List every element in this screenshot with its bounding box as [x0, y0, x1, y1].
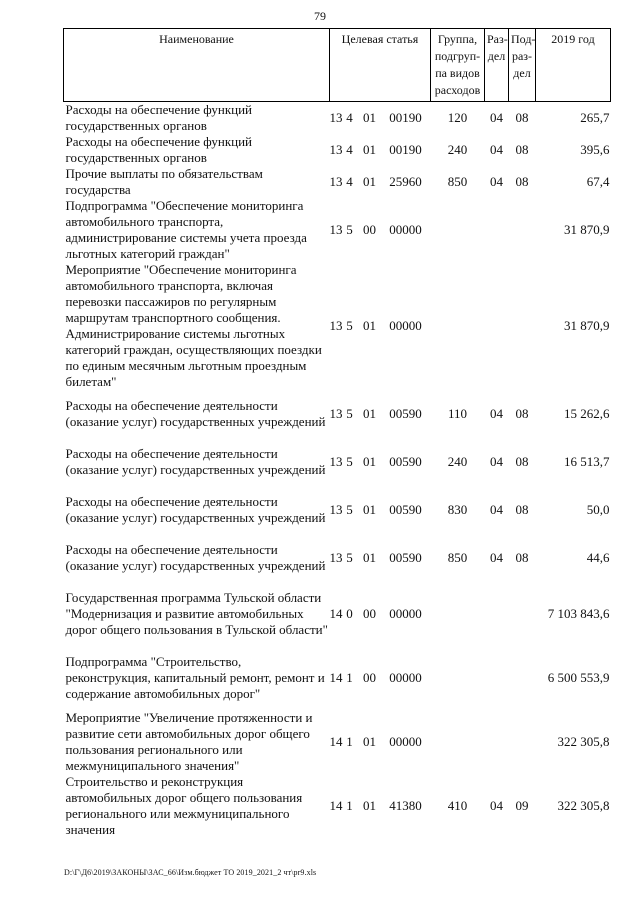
- code-activity: 00: [363, 222, 376, 237]
- row-target-article: [330, 646, 431, 710]
- row-amount: 322 305,8: [557, 734, 610, 749]
- row-target-article: [330, 262, 431, 390]
- code-subprogram: 5: [346, 502, 353, 517]
- code-program: 13: [329, 110, 343, 125]
- row-target-article: [330, 438, 431, 486]
- row-name: Государственная программа Тульской области "Модернизация и развитие автомобильных дорог общего пользования в Тульской области": [65, 590, 328, 637]
- row-amount: 31 870,9: [564, 318, 610, 333]
- code-program: 13: [329, 142, 343, 157]
- row-name: Расходы на обеспечение деятельности (оказание услуг) государственных учреждений: [65, 446, 326, 477]
- row-expense-group: 120: [447, 110, 468, 125]
- row-amount: 6 500 553,9: [547, 670, 610, 685]
- code-program: 14: [329, 606, 343, 621]
- row-name: Мероприятие "Обеспечение мониторинга автомобильного транспорта, включая перевозки пассажиров по регулярным маршрутам транспортного сообщения. Администрирование системы льготных категорий граждан, осуществляющих поездки по единым месячным льготным проездным билетам": [65, 262, 322, 389]
- row-name: Прочие выплаты по обязательствам государства: [65, 166, 263, 197]
- code-subprogram: 5: [346, 406, 353, 421]
- code-subprogram: 5: [346, 222, 353, 237]
- code-direction: 00000: [389, 670, 422, 685]
- row-subsection: [509, 710, 536, 774]
- code-activity: 01: [363, 318, 376, 333]
- row-amount: 16 513,7: [564, 454, 610, 469]
- row-subsection: 09: [515, 798, 529, 813]
- code-activity: 01: [363, 550, 376, 565]
- row-amount: 395,6: [580, 142, 610, 157]
- code-program: 14: [329, 734, 343, 749]
- row-target-article: [330, 534, 431, 582]
- row-target-article: [330, 710, 431, 774]
- row-name: Расходы на обеспечение деятельности (оказание услуг) государственных учреждений: [65, 542, 326, 573]
- header-group: Группа, подгруп-па видов расходов: [431, 29, 485, 102]
- code-activity: 00: [363, 670, 376, 685]
- row-target-article: [330, 582, 431, 646]
- row-expense-group: 110: [447, 406, 468, 421]
- row-name: Строительство и реконструкция автомобильных дорог общего пользования регионального или межмуниципального значения: [65, 774, 303, 837]
- row-name: Расходы на обеспечение деятельности (оказание услуг) государственных учреждений: [65, 494, 326, 525]
- row-subsection: 08: [515, 142, 529, 157]
- row-expense-group: 410: [447, 798, 468, 813]
- table-row: [64, 646, 611, 710]
- code-subprogram: 4: [346, 110, 353, 125]
- code-subprogram: 4: [346, 142, 353, 157]
- code-program: 13: [329, 318, 343, 333]
- row-target-article: [330, 134, 431, 166]
- row-amount: 322 305,8: [557, 798, 610, 813]
- code-program: 13: [329, 454, 343, 469]
- row-subsection: [509, 262, 536, 390]
- row-section: [485, 262, 509, 390]
- code-direction: 00190: [389, 110, 422, 125]
- code-program: 14: [329, 670, 343, 685]
- row-subsection: 08: [515, 174, 529, 189]
- row-section: 04: [490, 550, 503, 565]
- row-expense-group: 830: [447, 502, 468, 517]
- table-row: [64, 390, 611, 438]
- row-section: 04: [490, 502, 503, 517]
- row-name: Подпрограмма "Обеспечение мониторинга автомобильного транспорта, администрирование системы учета проезда льготных категорий граждан": [65, 198, 307, 261]
- row-expense-group: [431, 646, 485, 710]
- row-expense-group: [431, 262, 485, 390]
- budget-table: [63, 28, 611, 838]
- row-amount: 31 870,9: [564, 222, 610, 237]
- row-section: 04: [490, 174, 503, 189]
- code-subprogram: 5: [346, 318, 353, 333]
- table-row: [64, 486, 611, 534]
- code-subprogram: 4: [346, 174, 353, 189]
- row-target-article: [330, 486, 431, 534]
- row-subsection: 08: [515, 110, 529, 125]
- row-section: [485, 198, 509, 262]
- code-subprogram: 1: [346, 734, 353, 749]
- row-expense-group: 240: [447, 142, 468, 157]
- table-row: [64, 774, 611, 838]
- code-program: 14: [329, 798, 343, 813]
- code-direction: 25960: [389, 174, 422, 189]
- row-target-article: [330, 198, 431, 262]
- row-subsection: [509, 582, 536, 646]
- code-activity: 01: [363, 174, 376, 189]
- code-direction: 00590: [389, 406, 422, 421]
- row-subsection: [509, 198, 536, 262]
- table-row: [64, 102, 611, 135]
- table-row: [64, 198, 611, 262]
- row-subsection: 08: [515, 502, 529, 517]
- row-expense-group: 240: [447, 454, 468, 469]
- code-program: 13: [329, 406, 343, 421]
- page-number: 79: [314, 9, 326, 23]
- code-activity: 01: [363, 110, 376, 125]
- row-amount: 44,6: [586, 550, 610, 565]
- header-year: 2019 год: [536, 29, 611, 102]
- header-section: Раз-дел: [485, 29, 509, 102]
- row-amount: 15 262,6: [564, 406, 610, 421]
- code-program: 13: [329, 550, 343, 565]
- row-amount: 67,4: [586, 174, 610, 189]
- code-direction: 00190: [389, 142, 422, 157]
- row-name: Подпрограмма "Строительство, реконструкция, капитальный ремонт, ремонт и содержание автомобильных дорог": [65, 654, 325, 701]
- row-expense-group: 850: [447, 174, 468, 189]
- row-section: 04: [490, 142, 503, 157]
- table-header-row: [64, 29, 611, 102]
- code-activity: 01: [363, 734, 376, 749]
- header-target: Целевая статья: [330, 29, 431, 102]
- table-row: [64, 134, 611, 166]
- row-expense-group: 850: [447, 550, 468, 565]
- code-direction: 00000: [389, 222, 422, 237]
- code-activity: 00: [363, 606, 376, 621]
- code-subprogram: 1: [346, 798, 353, 813]
- code-activity: 01: [363, 406, 376, 421]
- row-name: Расходы на обеспечение деятельности (оказание услуг) государственных учреждений: [65, 398, 326, 429]
- row-subsection: [509, 646, 536, 710]
- row-expense-group: [431, 582, 485, 646]
- code-program: 13: [329, 502, 343, 517]
- row-expense-group: [431, 198, 485, 262]
- row-amount: 265,7: [580, 110, 610, 125]
- row-target-article: [330, 774, 431, 838]
- code-subprogram: 1: [346, 670, 353, 685]
- row-section: 04: [490, 110, 503, 125]
- header-name: Наименование: [64, 29, 330, 102]
- row-amount: 50,0: [586, 502, 610, 517]
- code-subprogram: 0: [346, 606, 353, 621]
- code-direction: 00590: [389, 502, 422, 517]
- code-activity: 01: [363, 502, 376, 517]
- table-row: [64, 582, 611, 646]
- code-direction: 00590: [389, 454, 422, 469]
- row-expense-group: [431, 710, 485, 774]
- code-subprogram: 5: [346, 454, 353, 469]
- row-subsection: 08: [515, 454, 529, 469]
- table-row: [64, 166, 611, 198]
- row-name: Мероприятие "Увеличение протяженности и развитие сети автомобильных дорог общего пользования регионального или межмуниципального значения": [65, 710, 313, 773]
- row-target-article: [330, 390, 431, 438]
- code-program: 13: [329, 222, 343, 237]
- row-section: 04: [490, 454, 503, 469]
- code-activity: 01: [363, 798, 376, 813]
- code-direction: 00000: [389, 318, 422, 333]
- row-section: [485, 582, 509, 646]
- row-amount: 7 103 843,6: [547, 606, 610, 621]
- code-program: 13: [329, 174, 343, 189]
- code-direction: 00000: [389, 606, 422, 621]
- code-direction: 00590: [389, 550, 422, 565]
- row-section: [485, 646, 509, 710]
- row-subsection: 08: [515, 550, 529, 565]
- row-section: 04: [490, 406, 503, 421]
- row-name: Расходы на обеспечение функций государственных органов: [65, 102, 253, 133]
- table-row: [64, 534, 611, 582]
- row-section: [485, 710, 509, 774]
- code-direction: 00000: [389, 734, 422, 749]
- code-activity: 01: [363, 454, 376, 469]
- code-activity: 01: [363, 142, 376, 157]
- row-section: 04: [490, 798, 503, 813]
- row-name: Расходы на обеспечение функций государственных органов: [65, 134, 253, 165]
- row-target-article: [330, 102, 431, 135]
- code-direction: 41380: [389, 798, 422, 813]
- code-subprogram: 5: [346, 550, 353, 565]
- table-row: [64, 438, 611, 486]
- row-subsection: 08: [515, 406, 529, 421]
- table-row: [64, 262, 611, 390]
- file-path-footer: D:\Г\Д6\2019\ЗАКОНЫ\ЗАС_66\Изм.бюджет ТО 2019_2021_2 чт\pr9.xls: [64, 868, 317, 877]
- header-subsection: Под-раз-дел: [509, 29, 536, 102]
- table-row: [64, 710, 611, 774]
- row-target-article: [330, 166, 431, 198]
